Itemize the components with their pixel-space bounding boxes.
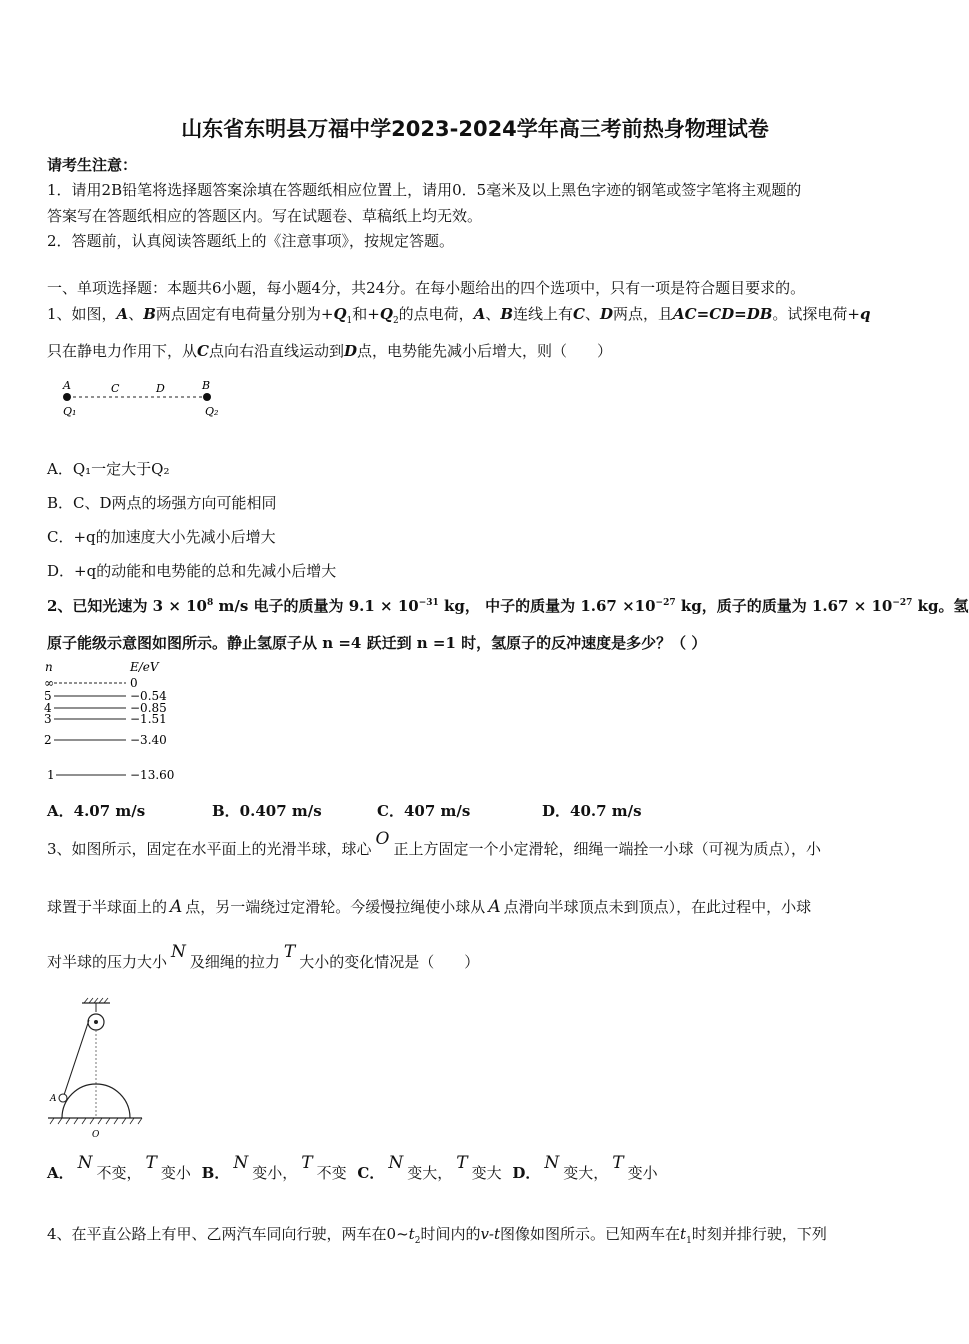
q1-option-d[interactable]: D．+q的动能和电势能的总和先减小后增大 [47,562,337,580]
q2-option-b[interactable]: B．0.407 m/s [212,802,322,820]
svg-text:A: A [63,379,71,392]
q3-stem-line2: 球置于半球面上的 A 点，另一端绕过定滑轮。今缓慢拉绳使小球从 A 点滑向半球顶点未到顶点），在此过程中，小球 [47,897,812,917]
level-n-label: 5 [44,689,52,703]
page-title: 山东省东明县万福中学2023-2024学年高三考前热身物理试卷 [181,117,769,141]
level-energy-label: −13.60 [130,768,175,782]
q2-stem-line2: 原子能级示意图如图所示。静止氢原子从 n =4 跃迁到 n =1 时，氢原子的反冲速度是多少？（ ） [47,634,707,652]
charge-b-dot [203,393,211,401]
svg-text:E/eV: E/eV [130,660,159,674]
level-energy-label: −1.51 [130,712,167,726]
level-n-label: 4 [44,701,52,715]
hemisphere-outline [62,1084,130,1118]
svg-text:O: O [92,1130,100,1140]
q3-options [47,1153,658,1183]
charge-a-dot [63,393,71,401]
q3-option-c[interactable]: C． N 变大， T 变大 [357,1153,502,1182]
q4-stem-line1: 4、在平直公路上有甲、乙两汽车同向行驶，两车在$0\sim t_2$时间内的v-t图像如图所示。已知两车在$t_1$时刻并排行驶，下列 [47,1225,827,1246]
level-energy-label: 0 [130,676,138,690]
q2-option-a[interactable]: A．4.07 m/s [47,802,146,820]
q1-option-a[interactable]: A．Q₁一定大于Q₂ [47,460,170,478]
level-energy-label: −0.85 [130,701,167,715]
notice-item-1: 1．请用2B铅笔将选择题答案涂填在答题纸相应位置上，请用0．5毫米及以上黑色字迹的钢笔或签字笔将主观题的 [47,181,802,199]
level-n-label: 2 [44,733,52,747]
svg-text:Q₁: Q₁ [63,405,77,418]
energy-level-diagram [40,658,190,786]
svg-text:D: D [156,382,165,395]
q1-stem-line2: 只在静电力作用下，从C点向右沿直线运动到D点，电势能先减小后增大，则（ ） [47,342,613,360]
q1-charges-figure [55,375,230,425]
q3-stem-line1: 3、如图所示，固定在水平面上的光滑半球，球心 O 正上方固定一个小定滑轮，细绳一端拴一小球（可视为质点），小 [47,829,821,858]
q1-stem-line1: 1、如图，A、B两点固定有电荷量分别为$+Q_1$和$+Q_2$的点电荷，A、B连线上有C、D两点，且AC=CD=DB。试探电荷+q [47,305,871,326]
q2-option-c[interactable]: C．407 m/s [377,802,471,820]
svg-text:Q₂: Q₂ [205,405,219,418]
level-n-label: 3 [44,712,52,726]
hemisphere-pulley-figure [42,995,152,1143]
ball-icon [59,1094,67,1102]
section-heading: 一、单项选择题：本题共6小题，每小题4分，共24分。在每小题给出的四个选项中，只有一项是符合题目要求的。 [47,279,806,297]
svg-text:n: n [45,660,53,674]
q1-option-b[interactable]: B．C、D两点的场强方向可能相同 [47,494,277,512]
notice-item-1-cont: 答案写在答题纸相应的答题区内。写在试题卷、草稿纸上均无效。 [47,207,483,225]
svg-text:C: C [111,382,120,395]
level-n-label: ∞ [44,676,54,690]
q3-option-a[interactable]: A． N 不变， T 变小 [47,1153,191,1182]
q1-option-c[interactable]: C．+q的加速度大小先减小后增大 [47,528,276,546]
q2-option-d[interactable]: D．40.7 m/s [542,802,642,820]
q3-stem-line3: 对半球的压力大小 N 及细绳的拉力 T 大小的变化情况是（ ） [47,942,480,971]
svg-text:A: A [50,1094,57,1104]
level-energy-label: −0.54 [130,689,167,703]
q2-stem-line1: 2、已知光速为 $3 \times 10^8$ m/s 电子的质量为 $9.1 \times 10^{-31}$ kg， 中子的质量为 $1.67 \times 10^{-27}$ kg，质子的质量为 $1.67 \times 10^{-27}$ kg。氢 [47,597,969,615]
q3-option-d[interactable]: D． N 变大， T 变小 [512,1153,658,1182]
notice-item-2: 2．答题前，认真阅读答题纸上的《注意事项》，按规定答题。 [47,232,455,250]
level-n-label: 1 [47,768,55,782]
notice-heading: 请考生注意： [47,156,138,174]
svg-text:B: B [202,379,211,392]
level-energy-label: −3.40 [130,733,167,747]
q3-option-b[interactable]: B． N 变小， T 不变 [201,1153,347,1182]
